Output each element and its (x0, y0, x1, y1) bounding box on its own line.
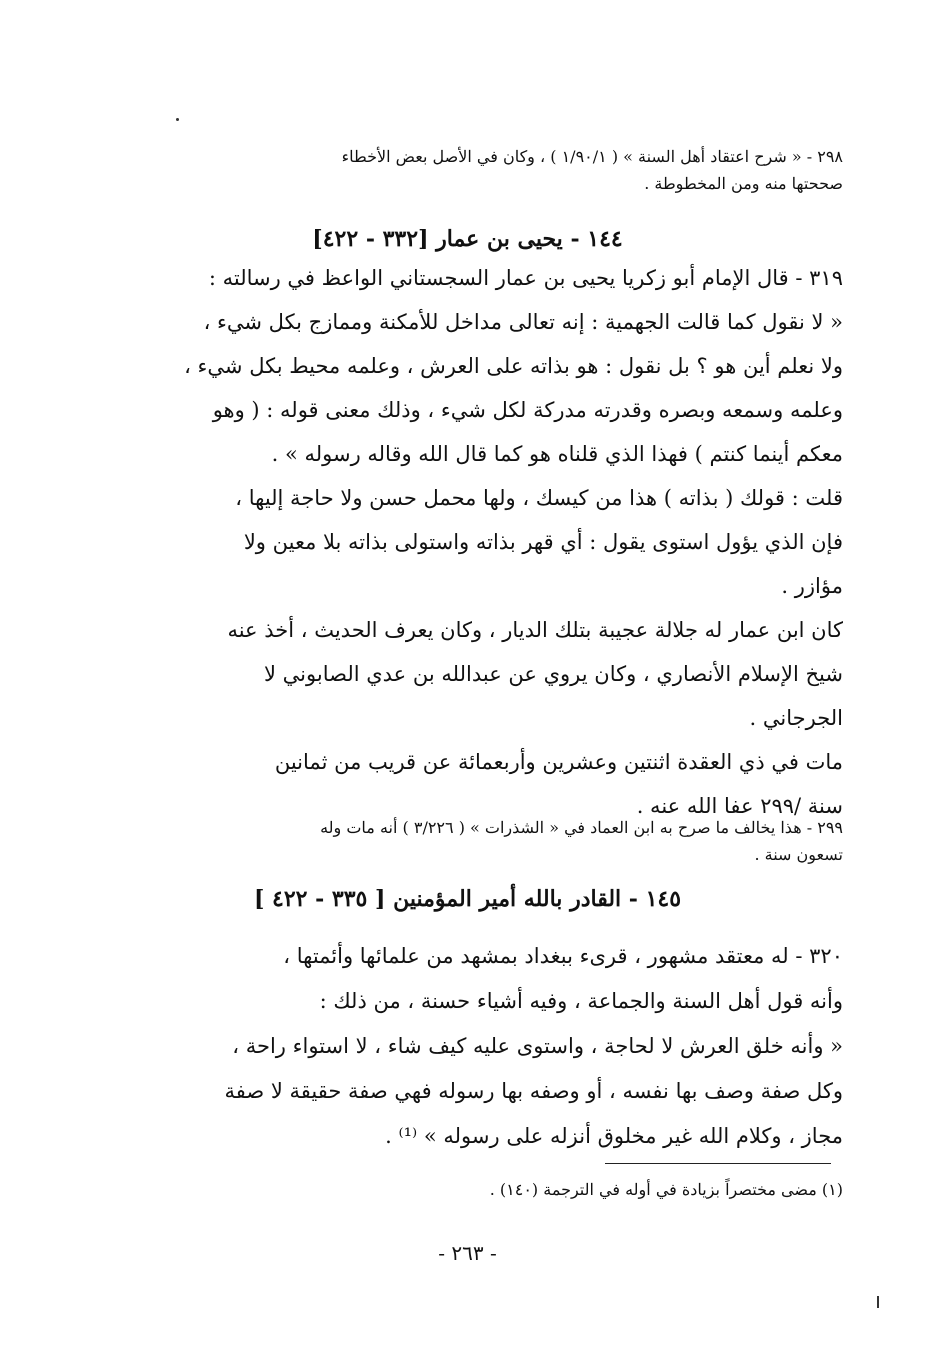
footnote-line: تسعون سنة . (754, 845, 843, 864)
paragraph-line: وأنه قول أهل السنة والجماعة ، وفيه أشياء حسنة ، من ذلك : (319, 989, 843, 1013)
paragraph-line: مجاز ، وكلام الله غير مخلوق أنزله على رسوله » ⁽¹⁾ . (385, 1124, 843, 1148)
footnote-298 (163, 143, 843, 197)
scan-speck (877, 1296, 879, 1308)
footnote-line: (١) مضى مختصراً بزيادة في أوله في الترجمة (١٤٠) . (489, 1180, 843, 1199)
paragraph-line: سنة /٢٩٩ عفا الله عنه . (636, 794, 843, 818)
footnote-line: ٢٩٩ - هذا يخالف ما صرح به ابن العماد في « الشذرات » ( ٣/٢٢٦ ) أنه مات وله (320, 818, 843, 837)
footnote-separator (605, 1163, 831, 1164)
paragraph-line: ٣١٩ - قال الإمام أبو زكريا يحيى بن عمار السجستاني الواعظ في رسالته : (208, 266, 843, 290)
paragraph-line: « وأنه خلق العرش لا لحاجة ، واستوى عليه كيف شاء ، لا استواء راحة ، (232, 1034, 843, 1058)
scan-speck (176, 118, 179, 121)
page-number: - ٢٦٣ - (438, 1241, 497, 1265)
paragraph-line: شيخ الإسلام الأنصاري ، وكان يروي عن عبدالله بن عدي الصابوني لا (264, 662, 843, 686)
paragraph-line: فإن الذي يؤول استوى يقول : أي قهر بذاته واستولى بذاته بلا معين ولا (243, 530, 843, 554)
paragraph-line: مؤازر . (781, 574, 843, 598)
section-144-body (163, 256, 843, 828)
bottom-footnote (163, 1176, 843, 1203)
footnote-299 (163, 814, 843, 868)
paragraph-line: معكم أينما كنتم ) فهذا الذي قلناه هو كما قال الله وقاله رسوله » . (271, 442, 843, 466)
paragraph-line: ولا نعلم أين هو ؟ بل نقول : هو بذاته على العرش ، وعلمه محيط بكل شيء ، (184, 354, 843, 378)
paragraph-line: كان ابن عمار له جلالة عجيبة بتلك الديار ، وكان يعرف الحديث ، أخذ عنه (227, 618, 843, 642)
footnote-line: ٢٩٨ - « شرح اعتقاد أهل السنة » ( ١/٩٠/١ ) ، وكان في الأصل بعض الأخطاء (341, 147, 843, 166)
section-heading-144: ١٤٤ - يحيى بن عمار [٣٣٢ - ٤٢٢] (312, 226, 623, 252)
paragraph-line: مات في ذي العقدة اثنتين وعشرين وأربعمائة عن قريب من ثمانين (274, 750, 843, 774)
section-heading-145: ١٤٥ - القادر بالله أمير المؤمنين [ ٣٣٥ - ٤٢٢ ] (253, 886, 682, 912)
footnote-line: صححتها منه ومن المخطوطة . (644, 174, 843, 193)
section-145-body (163, 934, 843, 1159)
paragraph-line: الجرجاني . (749, 706, 843, 730)
paragraph-line: وكل صفة وصف بها نفسه ، أو وصفه بها رسوله فهي صفة حقيقة لا صفة (224, 1079, 843, 1103)
paragraph-line: قلت : قولك ( بذاته ) هذا من كيسك ، ولها محمل حسن ولا حاجة إليها ، (235, 486, 843, 510)
paragraph-line: « لا نقول كما قالت الجهمية : إنه تعالى مداخل للأمكنة وممازج بكل شيء ، (203, 310, 843, 334)
paragraph-line: ٣٢٠ - له معتقد مشهور ، قرىء ببغداد بمشهد من علمائها وأئمتها ، (283, 944, 843, 968)
paragraph-line: وعلمه وسمعه وبصره وقدرته مدركة لكل شيء ، وذلك معنى قوله : ( وهو (212, 398, 843, 422)
